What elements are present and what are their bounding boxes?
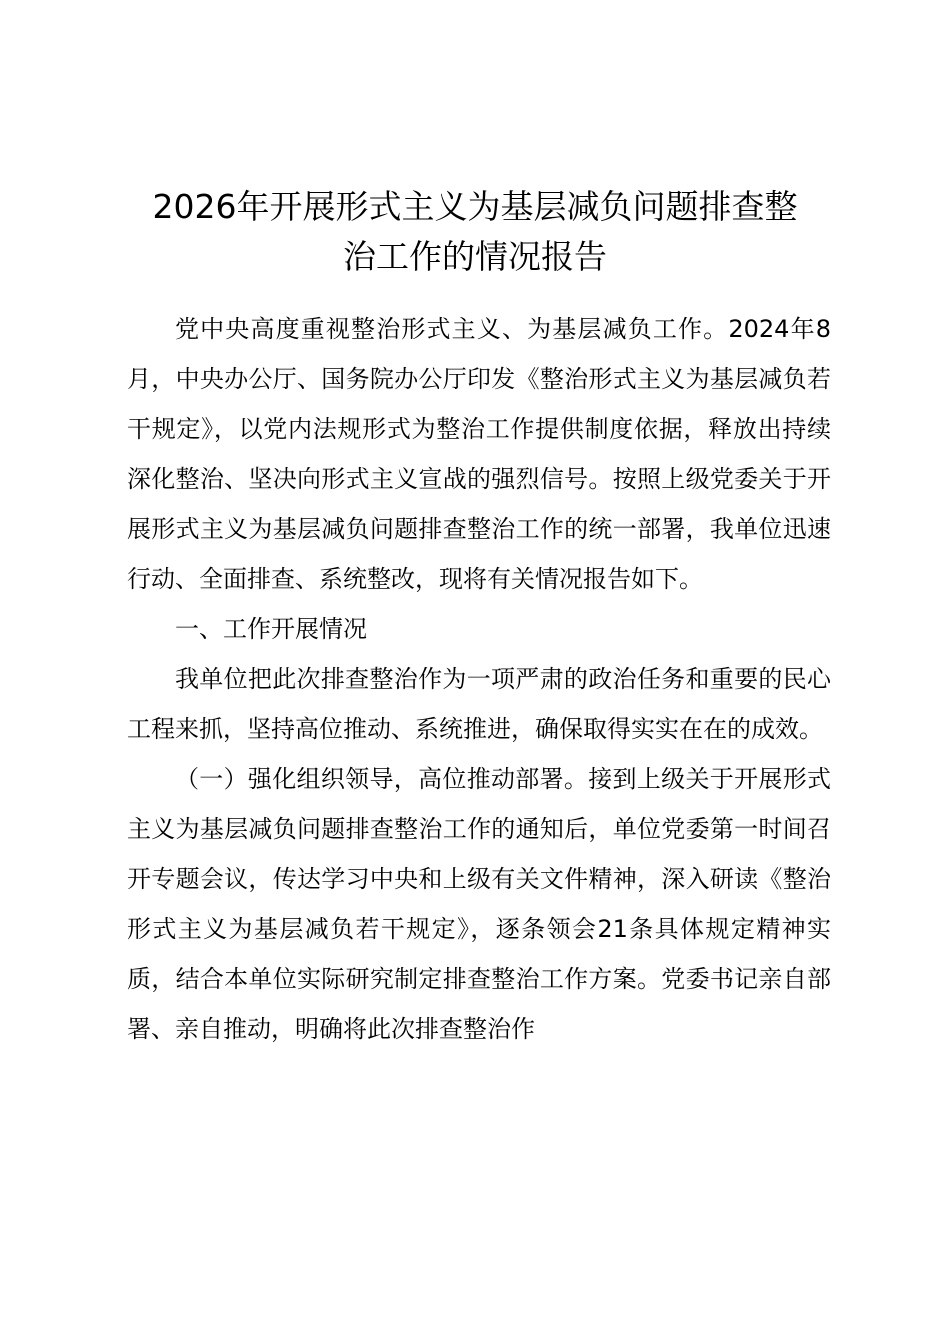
document-title (100, 182, 850, 282)
section-heading-1: 一、工作开展情况 (175, 615, 367, 643)
title-line-2: 治工作的情况报告 (343, 237, 607, 276)
intro-paragraph: 党中央高度重视整治形式主义、为基层减负工作。2024年8月，中央办公厅、国务院办公厅印发《整治形式主义为基层减负若干规定》，以党内法规形式为整治工作提供制度依据，释放出持续深化整治、坚决向形式主义宣战的强烈信号。按照上级党委关于开展形式主义为基层减负问题排查整治工作的统一部署，我单位迅速行动、全面排查、系统整改，现将有关情况报告如下。 (127, 315, 831, 593)
section-paragraph: 我单位把此次排查整治作为一项严肃的政治任务和重要的民心工程来抓，坚持高位推动、系统推进，确保取得实实在在的成效。 (127, 665, 831, 743)
document-body (127, 304, 831, 1054)
subsection-paragraph-1: （一）强化组织领导，高位推动部署。接到上级关于开展形式主义为基层减负问题排查整治工作的通知后，单位党委第一时间召开专题会议，传达学习中央和上级有关文件精神，深入研读《整治形式主义为基层减负若干规定》，逐条领会21条具体规定精神实质，结合本单位实际研究制定排查整治工作方案。党委书记亲自部署、亲自推动，明确将此次排查整治作 (127, 765, 831, 1043)
title-line-1: 2026年开展形式主义为基层减负问题排查整 (152, 187, 798, 226)
